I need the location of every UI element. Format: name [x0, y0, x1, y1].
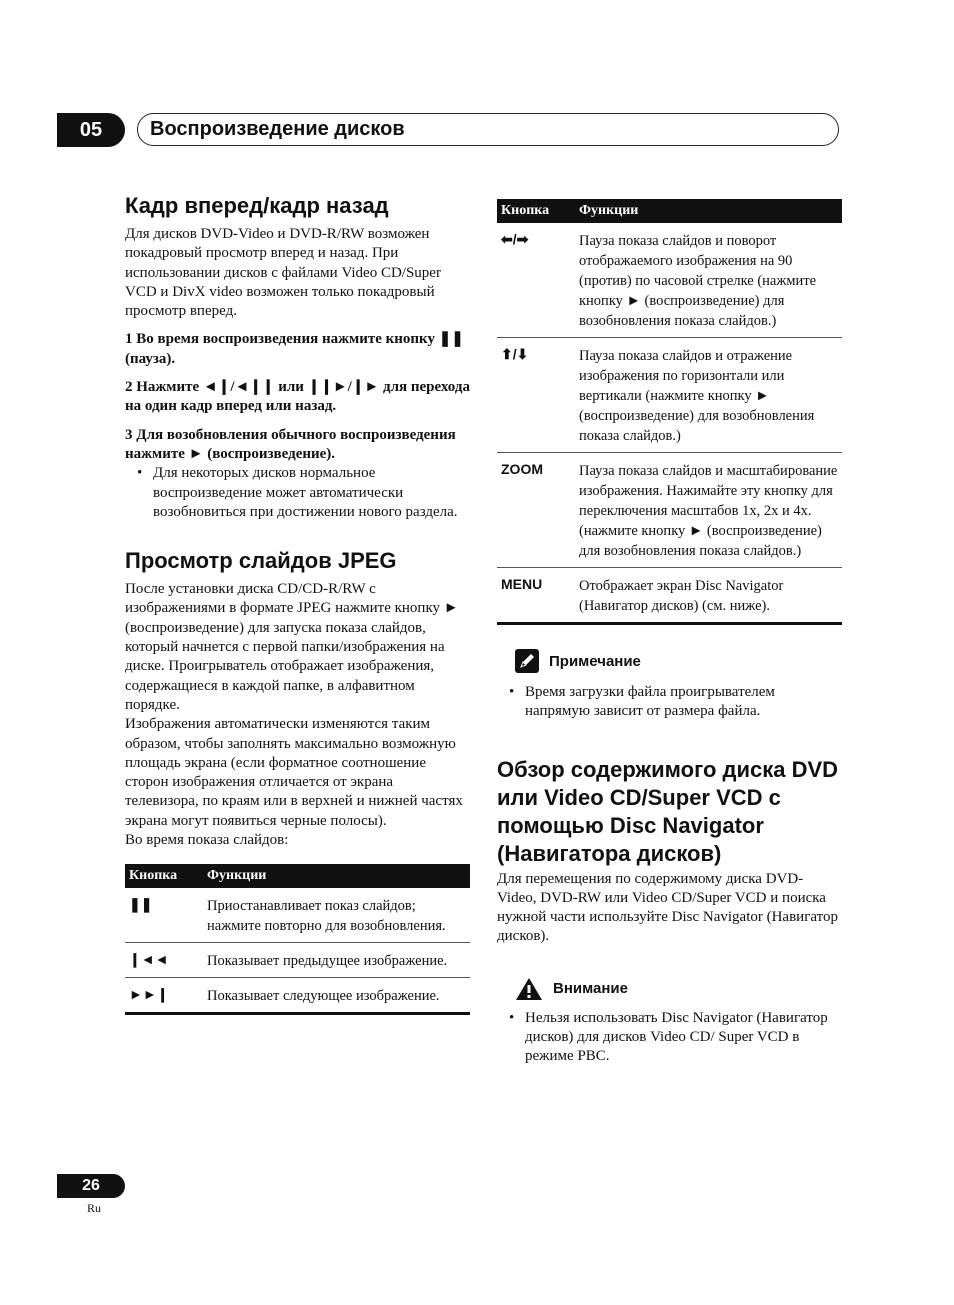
chapter-number: 05: [57, 113, 125, 147]
bullet-text: Нельзя использовать Disc Navigator (Навигатор дисков) для дисков Video CD/ Super VCD в режиме PBC.: [525, 1009, 828, 1065]
bullet-text: Время загрузки файла проигрывателем напрямую зависит от размера файла.: [525, 684, 775, 720]
up-down-arrow-icon: ⬆/⬇: [497, 338, 575, 453]
note-header: [497, 649, 842, 673]
step-1: 1 Во время воспроизведения нажмите кнопку ❚❚ (пауза).: [125, 331, 464, 367]
jpeg-para-1: После установки диска CD/CD-R/RW с изображениями в формате JPEG нажмите кнопку ► (воспроизведение) для запуска показа слайдов, который начнется с первой папки/изображения на диске. Проигрыватель отображает изображения, содержащиеся в каждой папке, в алфавитном порядке.: [125, 581, 459, 713]
table-row: [125, 888, 470, 943]
table-row: [125, 978, 470, 1014]
right-column: [497, 199, 842, 1067]
warning-icon: [515, 977, 543, 1001]
row-text: Отображает экран Disc Navigator (Навигатор дисков) (см. ниже).: [575, 568, 842, 624]
left-column: [125, 193, 470, 1015]
bullet-dot: •: [509, 1009, 515, 1026]
row-text: Пауза показа слайдов и отражение изображения по горизонтали или вертикали (нажмите кнопку ► (воспроизведение) для возобновления показа слайдов.): [575, 338, 842, 453]
disc-navigator-para: Для перемещения по содержимому диска DVD-Video, DVD-RW или Video CD/Super VCD и поиска нужной части используйте Disc Navigator (Навигатор дисков).: [497, 870, 838, 945]
table-row: [497, 338, 842, 453]
pause-icon: ❚❚: [125, 888, 203, 943]
col-button: Кнопка: [125, 864, 203, 888]
row-text: Пауза показа слайдов и поворот отображаемого изображения на 90 (против) по часовой стрелке (нажмите кнопку ► (воспроизведение) для возобновления показа слайдов.): [575, 223, 842, 338]
zoom-key: ZOOM: [497, 453, 575, 568]
caution-header: [497, 977, 842, 1001]
menu-key: MENU: [497, 568, 575, 624]
row-text: Приостанавливает показ слайдов; нажмите повторно для возобновления.: [203, 888, 470, 943]
row-text: Пауза показа слайдов и масштабирование изображения. Нажимайте эту кнопку для переключения масштабов 1x, 2x и 4x. (нажмите кнопку ► (воспроизведение) для возобновления показа слайдов.): [575, 453, 842, 568]
table-header-row: [125, 864, 470, 888]
section-title-frame-step: Кадр вперед/кадр назад: [125, 193, 389, 218]
frame-step-bullet: [125, 464, 470, 522]
left-right-arrow-icon: ⬅/➡: [497, 223, 575, 338]
page-number: 26: [57, 1174, 125, 1198]
note-bullet: [497, 683, 842, 722]
table-row: [497, 568, 842, 624]
row-text: Показывает следующее изображение.: [203, 978, 470, 1014]
previous-icon: ❙◄◄: [125, 943, 203, 978]
next-icon: ►►❙: [125, 978, 203, 1014]
col-function: Функции: [575, 199, 842, 223]
pencil-icon: [515, 649, 539, 673]
row-text: Показывает предыдущее изображение.: [203, 943, 470, 978]
jpeg-para-3: Во время показа слайдов:: [125, 832, 289, 849]
caution-title: Внимание: [553, 980, 628, 998]
slideshow-table: [125, 864, 470, 1015]
step-3: 3 Для возобновления обычного воспроизведения нажмите ► (воспроизведение).: [125, 426, 456, 462]
section-title-disc-navigator: Обзор содержимого диска DVD или Video CD/Super VCD с помощью Disc Navigator (Навигатора дисков): [497, 756, 839, 866]
chapter-title: Воспроизведение дисков: [137, 113, 839, 146]
caution-bullet: [497, 1009, 842, 1067]
bullet-dot: •: [137, 465, 143, 482]
section-title-jpeg: Просмотр слайдов JPEG: [125, 548, 397, 574]
language-label: Ru: [87, 1201, 102, 1215]
bullet-dot: •: [509, 684, 515, 700]
jpeg-para-2: Изображения автоматически изменяются таким образом, чтобы заполнять максимально возможную площадь экрана (если форматное соотношение сторон изображения отличается от экрана телевизора, по краям или в верхней и нижней частях экрана могут появиться черные полосы).: [125, 716, 463, 829]
frame-step-intro: Для дисков DVD-Video и DVD-R/RW возможен покадровый просмотр вперед и назад. При использовании дисков с файлами Video CD/Super VCD и DivX video возможен только покадровый просмотр вперед.: [125, 226, 441, 320]
table-header-row: [497, 199, 842, 223]
step-2: 2 Нажмите ◄❙/◄❙❙ или ❙❙►/❙► для перехода на один кадр вперед или назад.: [125, 379, 470, 415]
table-row: [125, 943, 470, 978]
col-button: Кнопка: [497, 199, 575, 223]
bullet-text: Для некоторых дисков нормальное воспроизведение может автоматически возобновиться при достижении нового раздела.: [153, 465, 458, 520]
note-title: Примечание: [549, 652, 641, 670]
table-row: [497, 453, 842, 568]
slideshow-controls-table: [497, 199, 842, 625]
table-row: [497, 223, 842, 338]
col-function: Функции: [203, 864, 470, 888]
